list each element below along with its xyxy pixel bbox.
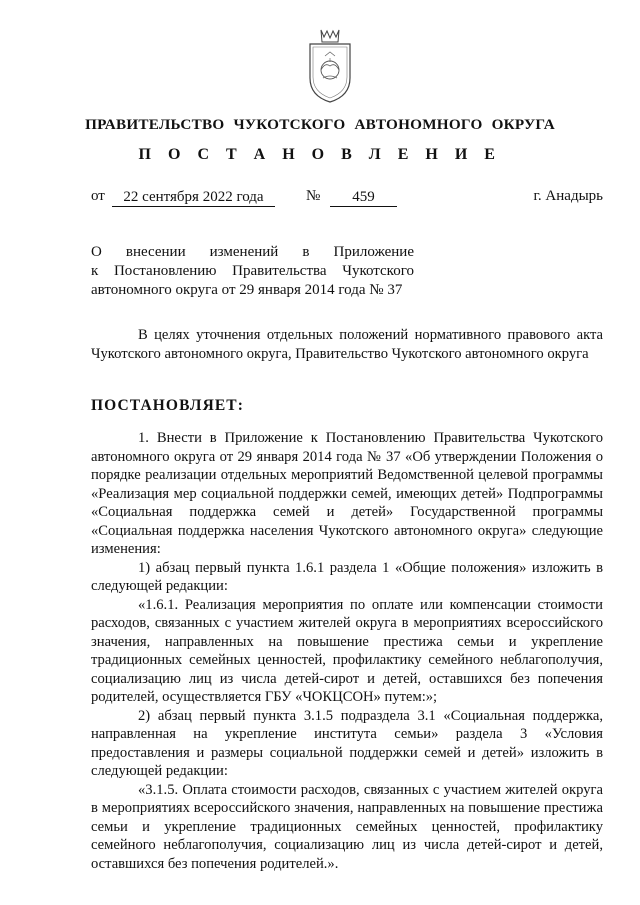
government-title: ПРАВИТЕЛЬСТВО ЧУКОТСКОГО АВТОНОМНОГО ОКРУГА <box>85 116 555 133</box>
paragraph: 2) абзац первый пункта 3.1.5 подраздела 3.1 «Социальная поддержка, направленная на укрепление института семьи» раздела 3 «Условия предоставления и размеры социальной поддержки семей и детей» изложить в следующей редакции: <box>91 707 603 779</box>
ordering-heading: ПОСТАНОВЛЯЕТ: <box>91 397 244 414</box>
intro-text: В целях уточнения отдельных положений нормативного правового акта Чукотского автономного округа, Правительство Чукотского автономного округа <box>91 327 603 362</box>
date-prefix: от <box>91 188 105 204</box>
subject-line: к Постановлению Правительства Чукотского <box>91 263 414 279</box>
paragraph: 1) абзац первый пункта 1.6.1 раздела 1 «Общие положения» изложить в следующей редакции: <box>91 559 603 594</box>
resolution-title: П О С Т А Н О В Л Е Н И Е <box>138 146 502 163</box>
subject-line: О внесении изменений в Приложение <box>91 244 414 260</box>
city: г. Анадырь <box>533 188 603 204</box>
document-meta-row <box>91 188 603 210</box>
intro-paragraph <box>91 326 603 363</box>
document-number: 459 <box>330 188 397 207</box>
paragraph: 1. Внести в Приложение к Постановлению Правительства Чукотского автономного округа от 29 января 2014 года № 37 «Об утверждении Положения о порядке реализации отдельных мероприятий Ведомственной целевой программы «Реализация мер социальной поддержки семей, имеющих детей» Подпрограммы «Социальная поддержка семей и детей» Государственной программы «Социальная поддержка населения Чукотского автономного округа» следующие изменения: <box>91 430 603 557</box>
document-date: 22 сентября 2022 года <box>112 188 275 207</box>
main-text <box>91 429 603 873</box>
document-subject <box>91 243 414 300</box>
coat-of-arms-emblem <box>305 22 355 106</box>
paragraph: «1.6.1. Реализация мероприятия по оплате или компенсации стоимости расходов, связанных с участием жителей округа в мероприятиях всероссийского значения, направленных на повышение престижа семьи и укрепление традиционных семейных ценностей, профилактику семейного неблагополучия, социализацию лиц из числа детей-сирот и детей, оставшихся без попечения родителей, осуществляется ГБУ «ЧОКЦСОН» путем:»; <box>91 596 603 705</box>
paragraph: «3.1.5. Оплата стоимости расходов, связанных с участием жителей округа в мероприятиях всероссийского значения, направленных на повышение престижа семьи и укрепление традиционных семейных ценностей, профилактику семейного неблагополучия, социализацию лиц из числа детей-сирот и детей, оставшихся без попечения родителей.». <box>91 781 603 872</box>
number-sign: № <box>306 188 321 204</box>
subject-line: автономного округа от 29 января 2014 года № 37 <box>91 282 403 298</box>
